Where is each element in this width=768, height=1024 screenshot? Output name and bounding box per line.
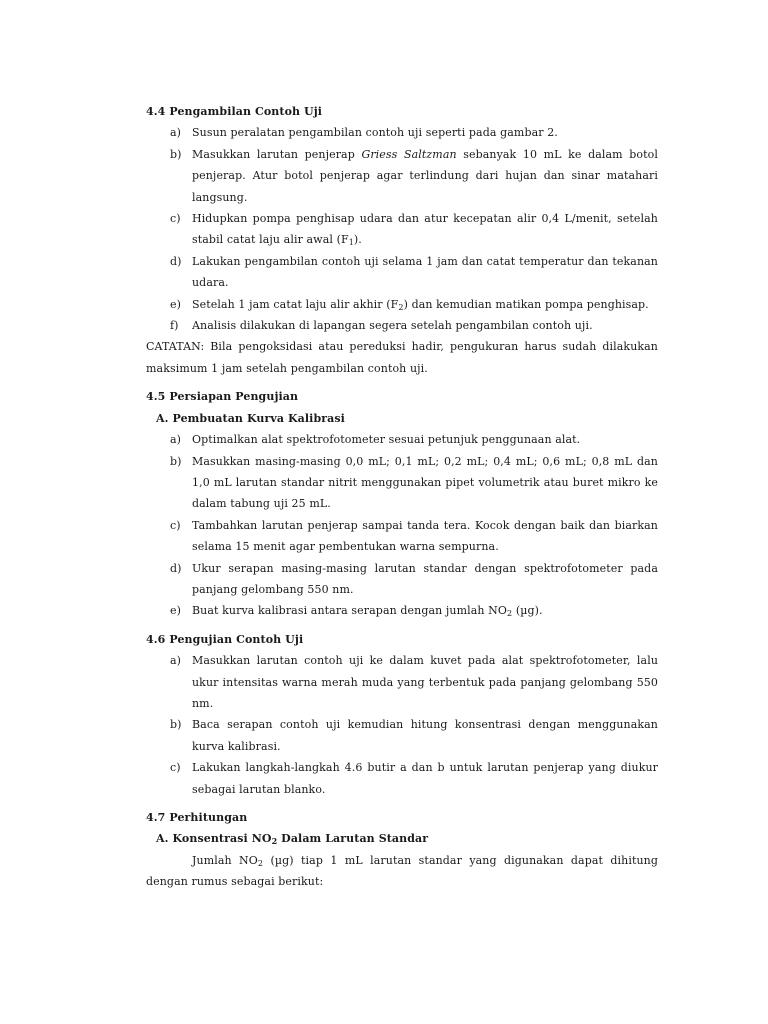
list-item xyxy=(146,315,658,336)
item-label: d) xyxy=(170,254,182,268)
item-label: c) xyxy=(170,212,181,226)
item-label: a) xyxy=(170,433,182,447)
item-text-part: sebanyak 10 mL ke dalam botol penjerap. Atur botol penjerap agar terlindung dari hujan dan sinar matahari langsung. xyxy=(192,147,658,204)
item-label: e) xyxy=(170,297,182,311)
item-text xyxy=(192,144,658,208)
list-item xyxy=(146,515,658,558)
subscript: 1 xyxy=(348,238,354,248)
item-text-part: (µg). xyxy=(512,604,543,618)
subheading-part: A. Konsentrasi NO xyxy=(156,832,272,846)
item-text-part: Hidupkan pompa penghisap udara dan atur kecepatan alir 0,4 L/menit, setelah stabil catat laju alir awal (F xyxy=(192,212,658,247)
list-item xyxy=(146,144,658,208)
paragraph-part: Jumlah NO xyxy=(192,853,258,867)
list-item xyxy=(146,294,658,315)
document-content xyxy=(146,101,658,893)
item-label: f) xyxy=(170,319,179,333)
item-text: Optimalkan alat spektrofotometer sesuai petunjuk penggunaan alat. xyxy=(192,433,581,447)
item-text: Ukur serapan masing-masing larutan standar dengan spektrofotometer pada panjang gelombang 550 nm. xyxy=(192,561,658,596)
subsection-heading: A. Pembuatan Kurva Kalibrasi xyxy=(156,411,345,425)
item-text: Masukkan larutan contoh uji ke dalam kuvet pada alat spektrofotometer, lalu ukur intensitas warna merah muda yang terbentuk pada panjang gelombang 550 nm. xyxy=(192,654,658,710)
item-text-part: ). xyxy=(353,233,362,247)
item-text: Lakukan pengambilan contoh uji selama 1 jam dan catat temperatur dan tekanan udara. xyxy=(192,254,658,290)
item-label: b) xyxy=(170,147,182,161)
item-text-part: Setelah 1 jam catat laju alir akhir (F xyxy=(192,297,399,311)
section-heading-4-6: 4.6 Pengujian Contoh Uji xyxy=(146,632,304,646)
item-text xyxy=(192,294,658,315)
item-text-part: Masukkan larutan penjerap xyxy=(192,147,362,161)
subscript: 2 xyxy=(271,836,278,847)
item-label: a) xyxy=(170,126,182,140)
item-text xyxy=(192,208,658,251)
item-text: Susun peralatan pengambilan contoh uji seperti pada gambar 2. xyxy=(192,126,558,140)
item-text-part: ) dan kemudian matikan pompa penghisap. xyxy=(403,297,649,311)
subscript: 2 xyxy=(398,302,404,312)
list-item xyxy=(146,251,658,294)
list-item xyxy=(146,451,658,515)
item-label: d) xyxy=(170,561,182,575)
subsection-heading xyxy=(146,828,658,849)
list-item xyxy=(146,122,658,143)
subheading-part: Dalam Larutan Standar xyxy=(277,832,429,846)
item-text: Lakukan langkah-langkah 4.6 butir a dan b untuk larutan penjerap yang diukur sebagai larutan blanko. xyxy=(192,761,658,796)
section-heading-4-4: 4.4 Pengambilan Contoh Uji xyxy=(146,105,323,118)
item-text xyxy=(192,600,658,621)
item-label: c) xyxy=(170,761,181,775)
item-label: e) xyxy=(170,604,182,618)
list-item xyxy=(146,714,658,757)
list-item xyxy=(146,429,658,450)
section-heading-4-7: 4.7 Perhitungan xyxy=(146,811,248,824)
item-label: b) xyxy=(170,454,182,468)
item-label: b) xyxy=(170,718,182,732)
section-heading-4-5: 4.5 Persiapan Pengujian xyxy=(146,390,299,404)
item-text-part: Buat kurva kalibrasi antara serapan dengan jumlah NO xyxy=(192,604,508,618)
list-item xyxy=(146,650,658,714)
italic-reagent-name: Griess Saltzman xyxy=(361,147,457,161)
list-item xyxy=(146,600,658,621)
item-text: Masukkan masing-masing 0,0 mL; 0,1 mL; 0,2 mL; 0,4 mL; 0,6 mL; 0,8 mL dan 1,0 mL larutan standar nitrit menggunakan pipet volumetrik atau buret mikro ke dalam tabung uji 25 mL. xyxy=(192,454,658,511)
item-label: a) xyxy=(170,654,182,668)
subscript: 2 xyxy=(507,609,513,619)
list-item xyxy=(146,757,658,800)
list-item xyxy=(146,208,658,251)
item-text: Baca serapan contoh uji kemudian hitung konsentrasi dengan menggunakan kurva kalibrasi. xyxy=(192,718,658,753)
body-paragraph xyxy=(146,850,658,893)
note-paragraph: CATATAN: Bila pengoksidasi atau pereduksi hadir, pengukuran harus sudah dilakukan maksimum 1 jam setelah pengambilan contoh uji. xyxy=(146,340,658,375)
subscript: 2 xyxy=(257,858,264,868)
item-text: Analisis dilakukan di lapangan segera setelah pengambilan contoh uji. xyxy=(192,319,593,333)
item-label: c) xyxy=(170,518,181,532)
list-item xyxy=(146,558,658,601)
paragraph-part: (µg) tiap 1 mL larutan standar yang digunakan dapat dihitung dengan rumus sebagai berikut: xyxy=(146,853,658,889)
item-text: Tambahkan larutan penjerap sampai tanda tera. Kocok dengan baik dan biarkan selama 15 menit agar pembentukan warna sempurna. xyxy=(192,518,658,554)
